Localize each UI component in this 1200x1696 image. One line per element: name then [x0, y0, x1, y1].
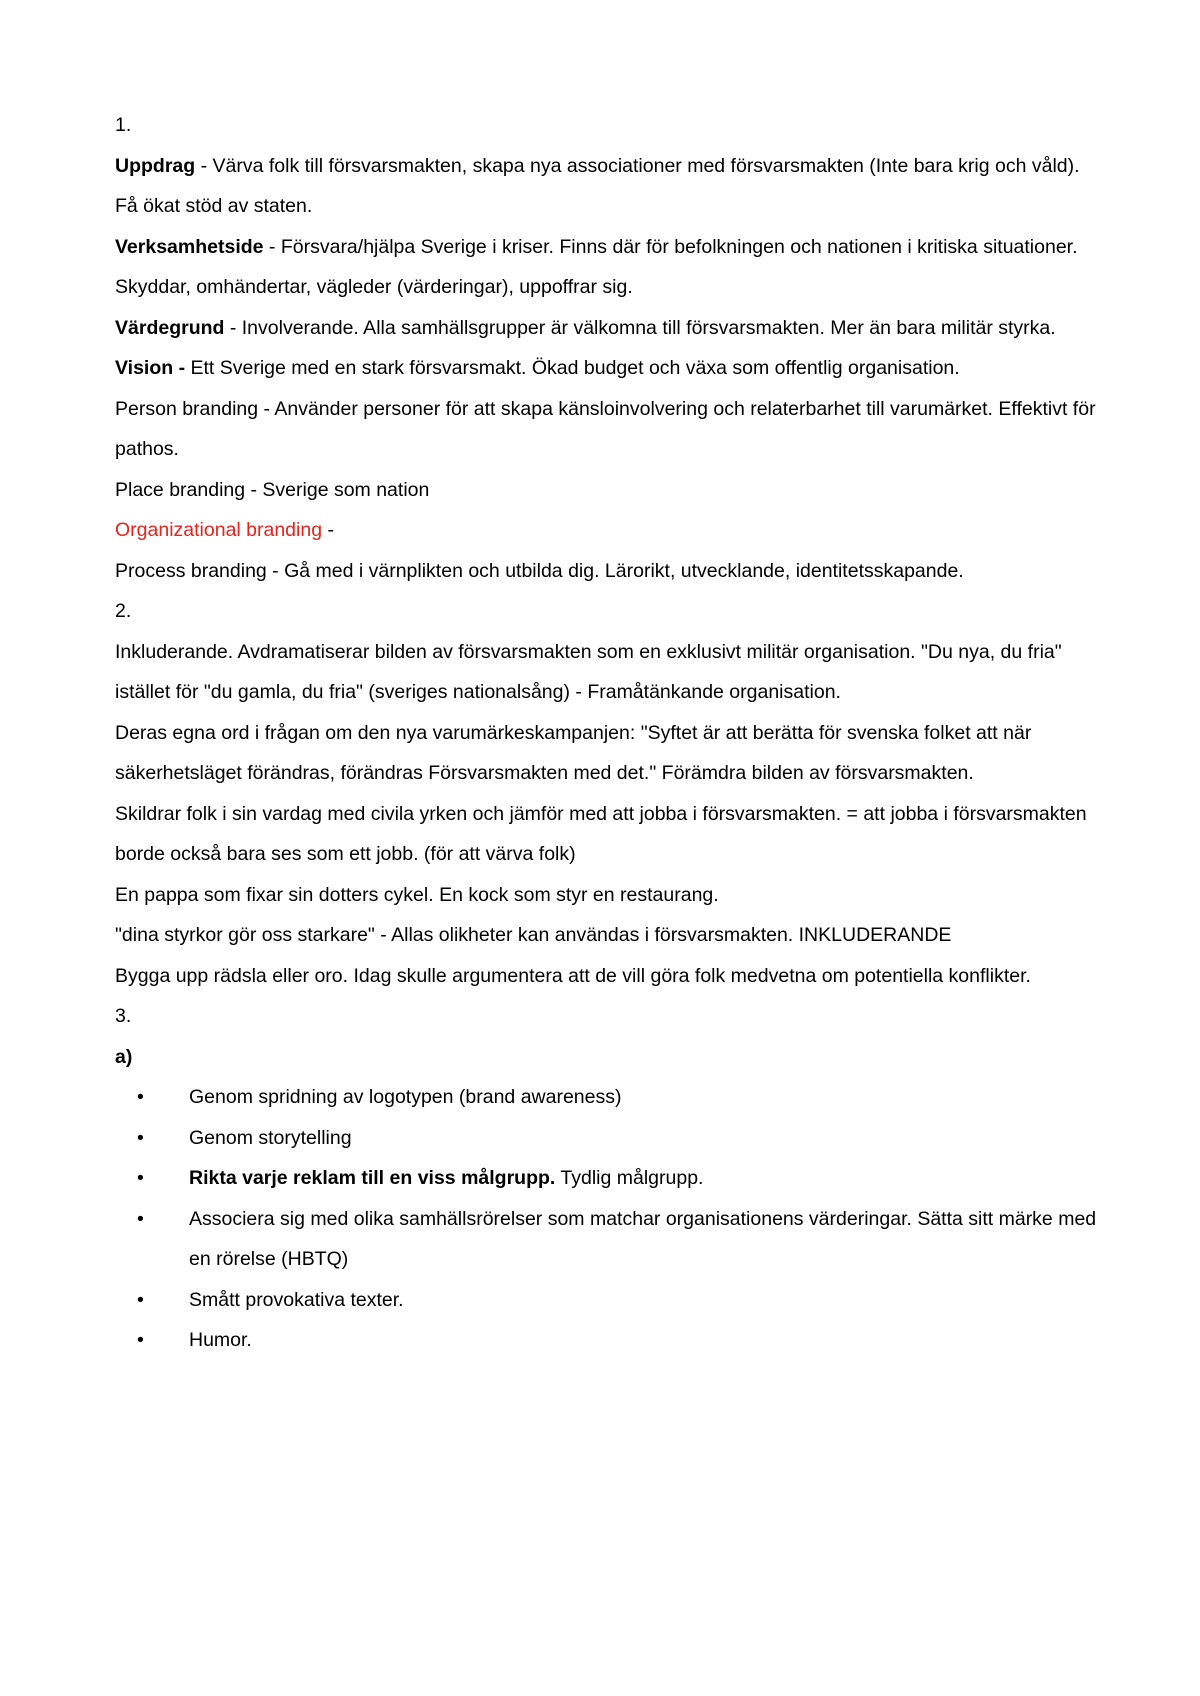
section-2-paragraph-4: En pappa som fixar sin dotters cykel. En kock som styr en restaurang. — [115, 883, 719, 906]
subsection-a-label: a) — [115, 1045, 133, 1068]
list-item — [115, 1199, 1100, 1280]
verksamhetside-paragraph — [115, 227, 1100, 308]
list-item-text: Associera sig med olika samhällsrörelser som matchar organisationens värderingar. Sätta sitt märke med en rörelse (HBTQ) — [189, 1207, 1097, 1270]
list-item-bold-text: Rikta varje reklam till en viss målgrupp. — [189, 1167, 556, 1189]
vardegrund-text: - Involverande. Alla samhällsgrupper är välkomna till försvarsmakten. Mer än bara militär styrka. — [224, 316, 1056, 339]
uppdrag-label: Uppdrag — [115, 154, 196, 177]
bullet-icon: • — [137, 1329, 144, 1351]
place-branding-paragraph: Place branding - Sverige som nation — [115, 478, 430, 501]
vardegrund-label: Värdegrund — [115, 316, 225, 339]
section-1-number: 1. — [115, 114, 132, 136]
section-2-paragraph-6: Bygga upp rädsla eller oro. Idag skulle argumentera att de vill göra folk medvetna om potentiella konflikter. — [115, 964, 1031, 987]
organizational-branding-suffix: - — [322, 519, 334, 541]
section-2-paragraph-2: Deras egna ord i frågan om den nya varumärkeskampanjen: "Syftet är att berätta för svenska folket att när säkerhetsläget förändras, förändras Försvarsmakten med det." Förämdra bilden av försvarsmakten. — [115, 721, 1032, 784]
list-item-text: Humor. — [189, 1329, 252, 1351]
bullet-icon: • — [137, 1086, 144, 1108]
bullet-icon: • — [137, 1167, 144, 1189]
section-3-number: 3. — [115, 1005, 132, 1027]
verksamhetside-text: - Försvara/hjälpa Sverige i kriser. Finns där för befolkningen och nationen i kritiska situationer. Skyddar, omhändertar, vägleder (värderingar), uppoffrar sig. — [115, 235, 1078, 298]
bullet-list — [115, 1077, 1100, 1361]
section-2-number: 2. — [115, 600, 132, 622]
vision-text: Ett Sverige med en stark försvarsmakt. Ökad budget och växa som offentlig organisation. — [185, 357, 960, 379]
section-2-paragraph-5: "dina styrkor gör oss starkare" - Allas olikheter kan användas i försvarsmakten. INKLUDERANDE — [115, 924, 952, 946]
uppdrag-text: - Värva folk till försvarsmakten, skapa nya associationer med försvarsmakten (Inte bara krig och våld). Få ökat stöd av staten. — [115, 154, 1080, 217]
bullet-icon: • — [137, 1288, 144, 1311]
list-item-text: Genom storytelling — [189, 1126, 352, 1149]
list-item — [115, 1077, 1100, 1118]
section-2-paragraph-1: Inkluderande. Avdramatiserar bilden av försvarsmakten som en exklusivt militär organisation. "Du nya, du fria" istället för "du gamla, du fria" (sveriges nationalsång) - Framåtänkande organisation. — [115, 640, 1062, 703]
list-item — [115, 1280, 1100, 1321]
vardegrund-paragraph — [115, 308, 1100, 349]
bullet-icon: • — [137, 1207, 144, 1230]
organizational-branding-label: Organizational branding — [115, 519, 323, 541]
section-2-paragraph-3: Skildrar folk i sin vardag med civila yrken och jämför med att jobba i försvarsmakten. = att jobba i försvarsmakten borde också bara ses som ett jobb. (för att värva folk) — [115, 802, 1087, 865]
vision-label: Vision - — [115, 357, 186, 379]
organizational-branding-paragraph — [115, 510, 1100, 551]
list-item — [115, 1158, 1100, 1199]
process-branding-paragraph: Process branding - Gå med i värnplikten och utbilda dig. Lärorikt, utvecklande, identitetsskapande. — [115, 559, 964, 582]
verksamhetside-label: Verksamhetside — [115, 235, 264, 258]
person-branding-paragraph: Person branding - Använder personer för att skapa känsloinvolvering och relaterbarhet till varumärket. Effektivt för pathos. — [115, 397, 1096, 460]
vision-paragraph — [115, 348, 1100, 389]
list-item — [115, 1320, 1100, 1361]
list-item-text: Tydlig målgrupp. — [555, 1167, 704, 1189]
uppdrag-paragraph — [115, 146, 1100, 227]
list-item-text: Genom spridning av logotypen (brand awareness) — [189, 1086, 622, 1108]
document-page — [115, 105, 1100, 1361]
list-item-text: Smått provokativa texter. — [189, 1288, 404, 1311]
bullet-icon: • — [137, 1126, 144, 1149]
list-item — [115, 1118, 1100, 1159]
